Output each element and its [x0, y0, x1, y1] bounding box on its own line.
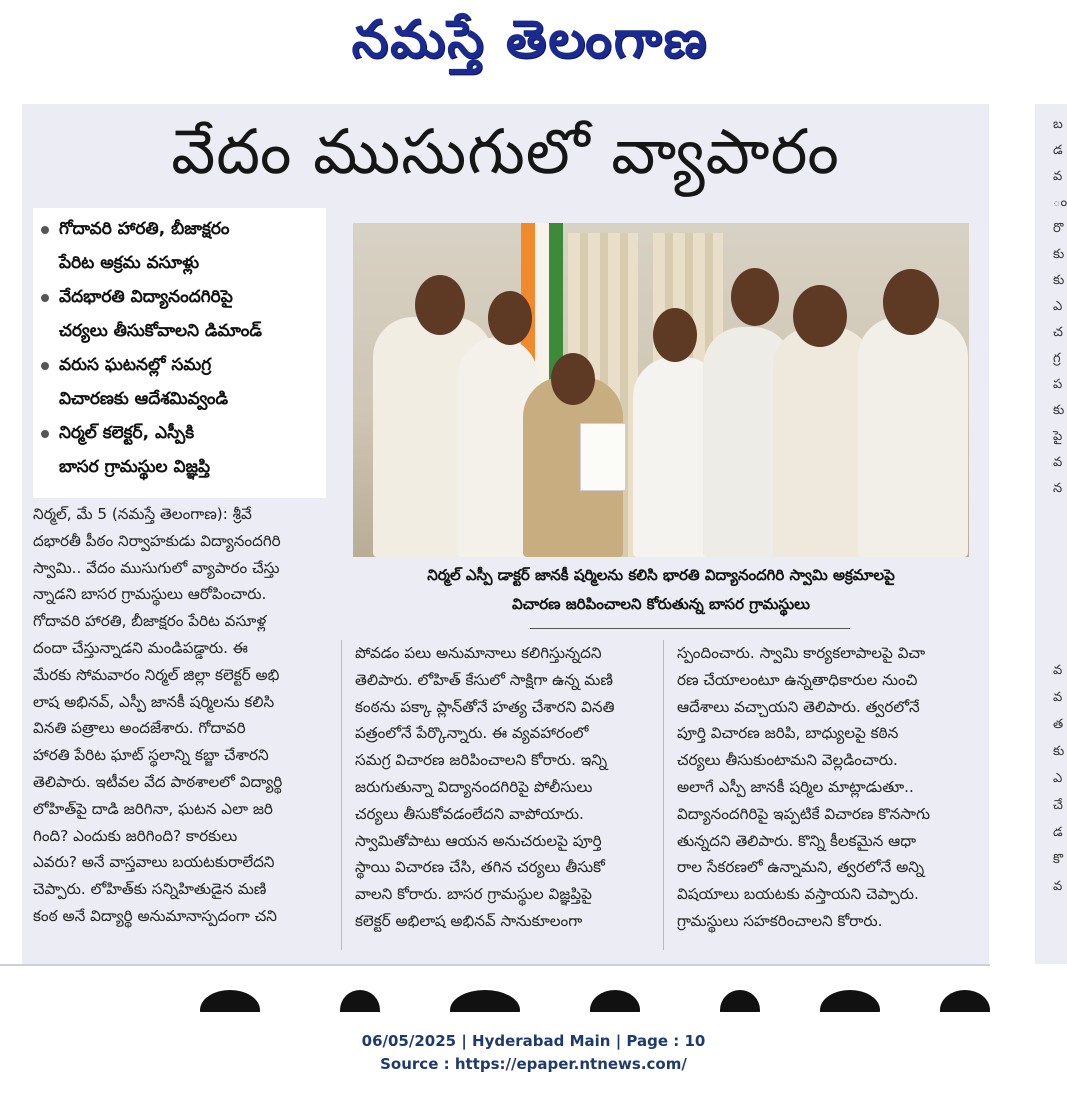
- highlight-text: నిర్మల్ కలెక్టర్, ఎస్పీకి: [59, 423, 195, 443]
- cropped-text-glyph: రొ: [1053, 221, 1064, 236]
- cropped-text-glyph: పై: [1053, 429, 1063, 444]
- body-text-line: లోహిత్‌పై దాడి జరిగినా, ఘటన ఎలా జరి: [33, 799, 273, 818]
- body-text-line: హారతి పేరిట ఘాట్ స్థలాన్ని కబ్జా చేశారని: [33, 746, 269, 765]
- cropped-text-glyph: ం: [1053, 195, 1067, 210]
- body-text-line: విషయాలు బయటకు వస్తాయని చెప్పారు.: [677, 885, 919, 904]
- body-column-1: [33, 501, 326, 930]
- person-4-head: [731, 268, 779, 326]
- body-text-line: తున్నదని తెలిపారు. కొన్ని కీలకమైన ఆధా: [677, 831, 917, 850]
- caption-line: నిర్మల్ ఎస్పీ డాక్టర్ జానకీ షర్మిలను కలిసి భారతి విద్యానందగిరి స్వామి అక్రమాలపై: [427, 566, 895, 584]
- cropped-text-glyph: గ్ర: [1053, 351, 1061, 366]
- body-text-line: దభారతీ పీఠం నిర్వాహకుడు విద్యానందగిరి: [33, 531, 281, 550]
- cropped-text-glyph: చ: [1053, 325, 1063, 340]
- body-text-line: అలాగే ఎస్పీ జానకీ షర్మిల మాట్లాడుతూ..: [677, 777, 914, 796]
- body-text-line: న్నాడని బాసర గ్రామస్థులు ఆరోపించారు.: [33, 585, 267, 604]
- person-6: [858, 317, 968, 557]
- body-text-line: పోవడం పలు అనుమానాలు కలిగిస్తున్నదని: [355, 644, 602, 662]
- highlight-text: గోదావరి హారతి, బీజాక్షరం: [59, 219, 230, 239]
- body-text-line: చర్యలు తీసుకోవడంలేదని వాపోయారు.: [355, 804, 584, 823]
- cropped-text-glyph: ప: [1053, 377, 1063, 392]
- highlights-box: [33, 208, 326, 498]
- body-text-line: స్వామితోపాటు ఆయన అనుచరులపై పూర్తి: [355, 831, 602, 850]
- memorandum-paper: [580, 423, 626, 491]
- body-text-line: గింది? ఎందుకు జరిగింది? కారకులు: [33, 826, 238, 845]
- caption-line: విచారణ జరిపించాలని కోరుతున్న బాసర గ్రామస్థులు: [512, 595, 810, 613]
- bullet-icon: [41, 226, 49, 234]
- body-text-line: ఆదేశాలు వచ్చాయని తెలిపారు. త్వరలోనే: [677, 697, 920, 716]
- bullet-icon: [41, 430, 49, 438]
- cropped-text-glyph: చే: [1053, 798, 1063, 813]
- body-text-line: కలెక్టర్ అభిలాష అభినవ్ సానుకూలంగా: [355, 911, 583, 930]
- body-text-line: వాలని కోరారు. బాసర గ్రామస్థుల విజ్ఞప్తిపై: [355, 885, 592, 904]
- body-text-line: కంఠ అనే విద్యార్థి అనుమానాస్పదంగా చని: [33, 906, 277, 925]
- body-text-line: పూర్తి విచారణ జరిపి, బాధ్యులపై కఠిన: [677, 724, 899, 743]
- body-text-line: లాష అభినవ్, ఎస్పీ జానకీ షర్మిలను కలిసి: [33, 692, 275, 711]
- person-5-head: [793, 285, 847, 347]
- body-text-line: చెప్పారు. లోహిత్‌కు సన్నిహితుడైన మణి: [33, 880, 267, 899]
- cropped-text-glyph: డ: [1053, 143, 1063, 158]
- cropped-text-glyph: ఎ: [1053, 299, 1063, 314]
- body-text-line: జరుగుతున్నా విద్యానందగిరిపై పోలీసులు: [355, 777, 593, 796]
- body-text-line: విద్యానందగిరిపై ఇప్పటికే విచారణ కొనసాగు: [677, 804, 931, 823]
- bullet-icon: [41, 294, 49, 302]
- body-text-line: నిర్మల్, మే 5 (నమస్తే తెలంగాణ): శ్రీవే: [33, 505, 252, 523]
- body-text-line: పత్రంలోనే పేర్కొన్నారు. ఈ వ్యవహారంలో: [355, 724, 589, 743]
- cropped-text-glyph: వ: [1053, 690, 1063, 705]
- person-3-head: [653, 308, 697, 362]
- photo-caption: [353, 561, 969, 619]
- highlight-item: [33, 212, 326, 280]
- cropped-text-glyph: త: [1053, 717, 1064, 732]
- caption-divider: [530, 628, 850, 629]
- police-officer-head: [551, 353, 595, 405]
- body-text-line: చర్యలు తీసుకుంటామని వెల్లడించారు.: [677, 751, 898, 770]
- person-1-head: [415, 275, 465, 335]
- body-text-line: స్వామి.. వేదం ముసుగులో వ్యాపారం చేస్తు: [33, 558, 280, 577]
- bullet-icon: [41, 362, 49, 370]
- highlight-text: పేరిట అక్రమ వసూళ్లు: [59, 253, 200, 273]
- cropped-text-glyph: కు: [1053, 403, 1065, 418]
- highlight-item: [33, 280, 326, 348]
- cropped-text-glyph: కొ: [1053, 852, 1064, 867]
- body-text-line: సమగ్ర విచారణ జరిపించాలని కోరారు. ఇన్ని: [355, 751, 608, 770]
- highlight-text: వరుస ఘటనల్లో సమగ్ర: [59, 355, 212, 375]
- masthead-logo: నమస్తే తెలంగాణ: [351, 9, 709, 70]
- cropped-text-glyph: న: [1053, 481, 1063, 496]
- highlight-text: వేదభారతి విద్యానందగిరిపై: [59, 287, 233, 307]
- cropped-text-glyph: కు: [1053, 273, 1065, 288]
- highlight-text: చర్యలు తీసుకోవాలని డిమాండ్: [59, 321, 262, 341]
- body-text-line: తెలిపారు. లోహిత్ కేసులో సాక్షిగా ఉన్న మణి: [355, 670, 613, 689]
- cropped-next-headline: [120, 990, 1020, 1012]
- column-divider: [663, 640, 664, 950]
- footer-edition-info: 06/05/2025 | Hyderabad Main | Page : 10: [361, 1032, 706, 1050]
- cropped-text-glyph: వ: [1053, 663, 1063, 678]
- body-text-line: స్థాయి విచారణ చేసి, తగిన చర్యలు తీసుకో: [355, 858, 605, 877]
- cropped-text-glyph: డ: [1053, 825, 1063, 840]
- highlight-text: విచారణకు ఆదేశమివ్వండి: [59, 389, 229, 409]
- body-text-line: స్పందించారు. స్వామి కార్యకలాపాలపై విచా: [677, 644, 926, 662]
- highlight-item: [33, 416, 326, 484]
- news-photo: [353, 223, 969, 557]
- body-text-line: తెలిపారు. ఇటీవల వేద పాఠశాలలో విద్యార్థి: [33, 772, 283, 791]
- body-text-line: కంఠను పక్కా ప్లాన్‌తోనే హత్య చేశారని వినతి: [355, 697, 615, 716]
- adjacent-article-strip: [1035, 104, 1067, 964]
- highlight-text: బాసర గ్రామస్థుల విజ్ఞప్తి: [59, 457, 211, 477]
- cropped-text-glyph: కు: [1053, 744, 1065, 759]
- footer-source[interactable]: Source : https://epaper.ntnews.com/: [380, 1055, 687, 1073]
- body-text-line: రణ చేయాలంటూ ఉన్నతాధికారుల నుంచి: [677, 670, 918, 689]
- cropped-text-glyph: కు: [1053, 247, 1065, 262]
- body-text-line: వినతి పత్రాలు అందజేశారు. గోదావరి: [33, 719, 246, 738]
- body-column-2: [355, 640, 650, 935]
- body-text-line: దందా చేస్తున్నాడని మండిపడ్డారు. ఈ: [33, 638, 248, 657]
- highlight-item: [33, 348, 326, 416]
- body-text-line: రాల సేకరణలో ఉన్నామని, త్వరలోనే అన్ని: [677, 858, 925, 877]
- person-2-head: [488, 291, 532, 345]
- cropped-text-glyph: ఎ: [1053, 771, 1063, 786]
- column-divider: [341, 640, 342, 950]
- cropped-text-glyph: బ: [1053, 117, 1063, 132]
- cropped-text-glyph: వ: [1053, 169, 1063, 184]
- body-text-line: గ్రామస్థులు సహకరించాలని కోరారు.: [677, 911, 883, 930]
- body-text-line: ఎవరు? అనే వాస్తవాలు బయటకురాలేదని: [33, 853, 275, 872]
- article-headline: వేదం ముసుగులో వ్యాపారం: [171, 115, 840, 188]
- person-6-head: [883, 269, 939, 335]
- cropped-text-glyph: వ: [1053, 455, 1063, 470]
- cropped-text-glyph: వ: [1053, 879, 1063, 894]
- page-divider: [0, 964, 990, 966]
- body-column-3: [677, 640, 972, 935]
- body-text-line: గోదావరి హారతి, బీజాక్షరం పేరిట వసూళ్ల: [33, 612, 267, 631]
- body-text-line: మేరకు సోమవారం నిర్మల్ జిల్లా కలెక్టర్ అభి: [33, 665, 280, 684]
